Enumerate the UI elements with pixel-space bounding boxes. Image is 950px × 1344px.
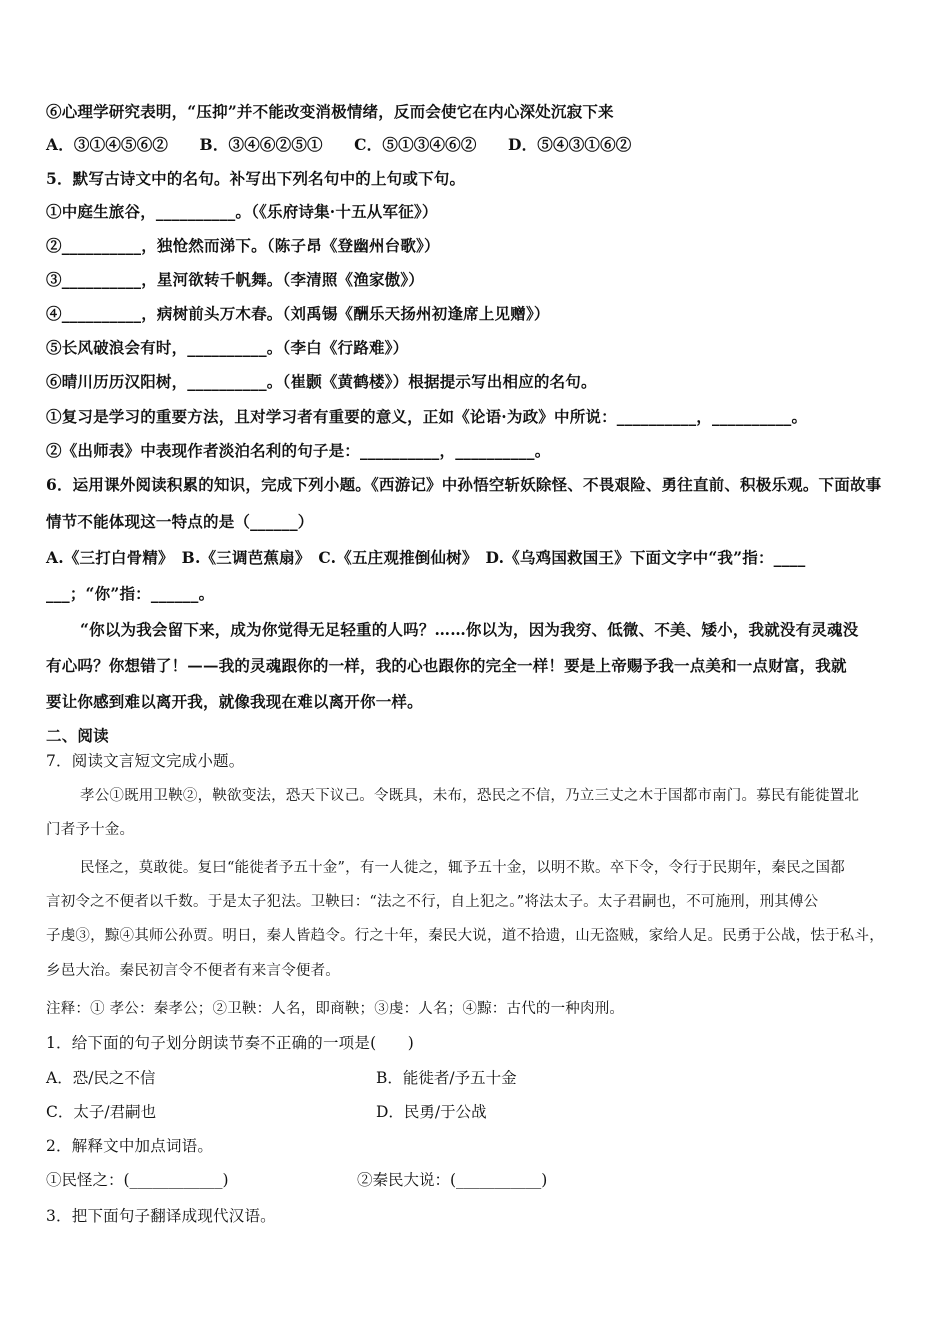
quote-line-3: 要让你感到难以离开我，就像我现在难以离开你一样。 bbox=[46, 692, 423, 711]
option-b: B．能徙者/予五十金 bbox=[376, 1069, 517, 1087]
q5-item-1: ①中庭生旅谷，__________。（《乐府诗集·十五从军征》） bbox=[46, 202, 438, 221]
passage-line-1: 孝公①既用卫鞅②，鞅欲变法，恐天下议己。令既具，未布，恐民之不信，乃立三丈之木于国都市南门。募民有能徙置北 bbox=[80, 788, 860, 804]
q6-line-2: 情节不能体现这一特点的是（______） bbox=[46, 512, 314, 531]
q5-item-3: ③__________，星河欲转千帆舞。（李清照《渔家傲》） bbox=[46, 270, 425, 289]
q6-line-1: 6．运用课外阅读积累的知识，完成下列小题。《西游记》中孙悟空斩妖除怪、不畏艰险、勇往直前、积极乐观。下面故事 bbox=[46, 475, 882, 494]
sentence-6: ⑥心理学研究表明，“压抑”并不能改变消极情绪，反而会使它在内心深处沉寂下来 bbox=[46, 102, 614, 121]
q6-line-3: A.《三打白骨精》 B.《三调芭蕉扇》 C.《五庄观推倒仙树》 D.《乌鸡国救国王》下面文字中“我”指：____ bbox=[46, 548, 806, 567]
passage-line-2: 门者予十金。 bbox=[46, 822, 135, 838]
q5-item-2: ②__________，独怆然而涕下。（陈子昂《登幽州台歌》） bbox=[46, 236, 440, 255]
sub-question-3: 3．把下面句子翻译成现代汉语。 bbox=[46, 1207, 276, 1225]
passage-line-6: 乡邑大治。秦民初言令不便者有来言令便者。 bbox=[46, 963, 340, 979]
option-c: C．太子/君嗣也 bbox=[46, 1103, 157, 1121]
option-d: D．民勇/于公战 bbox=[376, 1103, 487, 1121]
quote-line-2: 有心吗？你想错了！——我的灵魂跟你的一样，我的心也跟你的完全一样！要是上帝赐予我一点美和一点财富，我就 bbox=[46, 656, 847, 675]
passage-line-5: 子虔③，黥④其师公孙贾。明日，秦人皆趋令。行之十年，秦民大说，道不拾遗，山无盗贼，家给人足。民勇于公战，怯于私斗， bbox=[46, 928, 884, 944]
word-explain-2: ②秦民大说：(___________) bbox=[357, 1171, 548, 1189]
quote-line-1: “你以为我会留下来，成为你觉得无足轻重的人吗？……你以为，因为我穷、低微、不美、矮小，我就没有灵魂没 bbox=[80, 620, 859, 639]
word-explain-1: ①民怪之：(____________) bbox=[46, 1171, 229, 1189]
answer-options-q4: A．③①④⑤⑥② B．③④⑥②⑤① C．⑤①③④⑥② D．⑤④③①⑥② bbox=[46, 135, 632, 154]
q5-item-8: ②《出师表》中表现作者淡泊名利的句子是：__________，__________。 bbox=[46, 441, 551, 460]
q7-title: 7．阅读文言短文完成小题。 bbox=[46, 752, 245, 770]
passage-line-3: 民怪之，莫敢徙。复曰“能徙者予五十金”，有一人徙之，辄予五十金，以明不欺。卒下令，令行于民期年，秦民之国都 bbox=[80, 860, 845, 876]
q5-title: 5．默写古诗文中的名句。补写出下列名句中的上句或下句。 bbox=[46, 169, 466, 188]
sub-question-2: 2．解释文中加点词语。 bbox=[46, 1137, 214, 1155]
q5-item-6: ⑥晴川历历汉阳树，__________。（崔颢《黄鹤楼》）根据提示写出相应的名句。 bbox=[46, 372, 597, 391]
q5-item-5: ⑤长风破浪会有时，__________。（李白《行路难》） bbox=[46, 338, 409, 357]
option-a: A．恐/民之不信 bbox=[46, 1069, 156, 1087]
q5-item-4: ④__________，病树前头万木春。（刘禹锡《酬乐天扬州初逢席上见赠》） bbox=[46, 304, 550, 323]
sub-question-1: 1．给下面的句子划分朗读节奏不正确的一项是( ) bbox=[46, 1034, 414, 1052]
q6-line-4: ___；“你”指：______。 bbox=[46, 584, 215, 603]
passage-line-4: 言初令之不便者以千数。于是太子犯法。卫鞅曰：“法之不行，自上犯之。”将法太子。太子君嗣也，不可施刑，刑其傅公 bbox=[46, 894, 819, 910]
section-heading-reading: 二、阅读 bbox=[46, 726, 109, 745]
annotation-note: 注释：① 孝公：秦孝公；②卫鞅：人名，即商鞅；③虔：人名；④黥：古代的一种肉刑。 bbox=[46, 1001, 625, 1017]
q5-item-7: ①复习是学习的重要方法，且对学习者有重要的意义，正如《论语·为政》中所说：__________，__________。 bbox=[46, 407, 808, 426]
